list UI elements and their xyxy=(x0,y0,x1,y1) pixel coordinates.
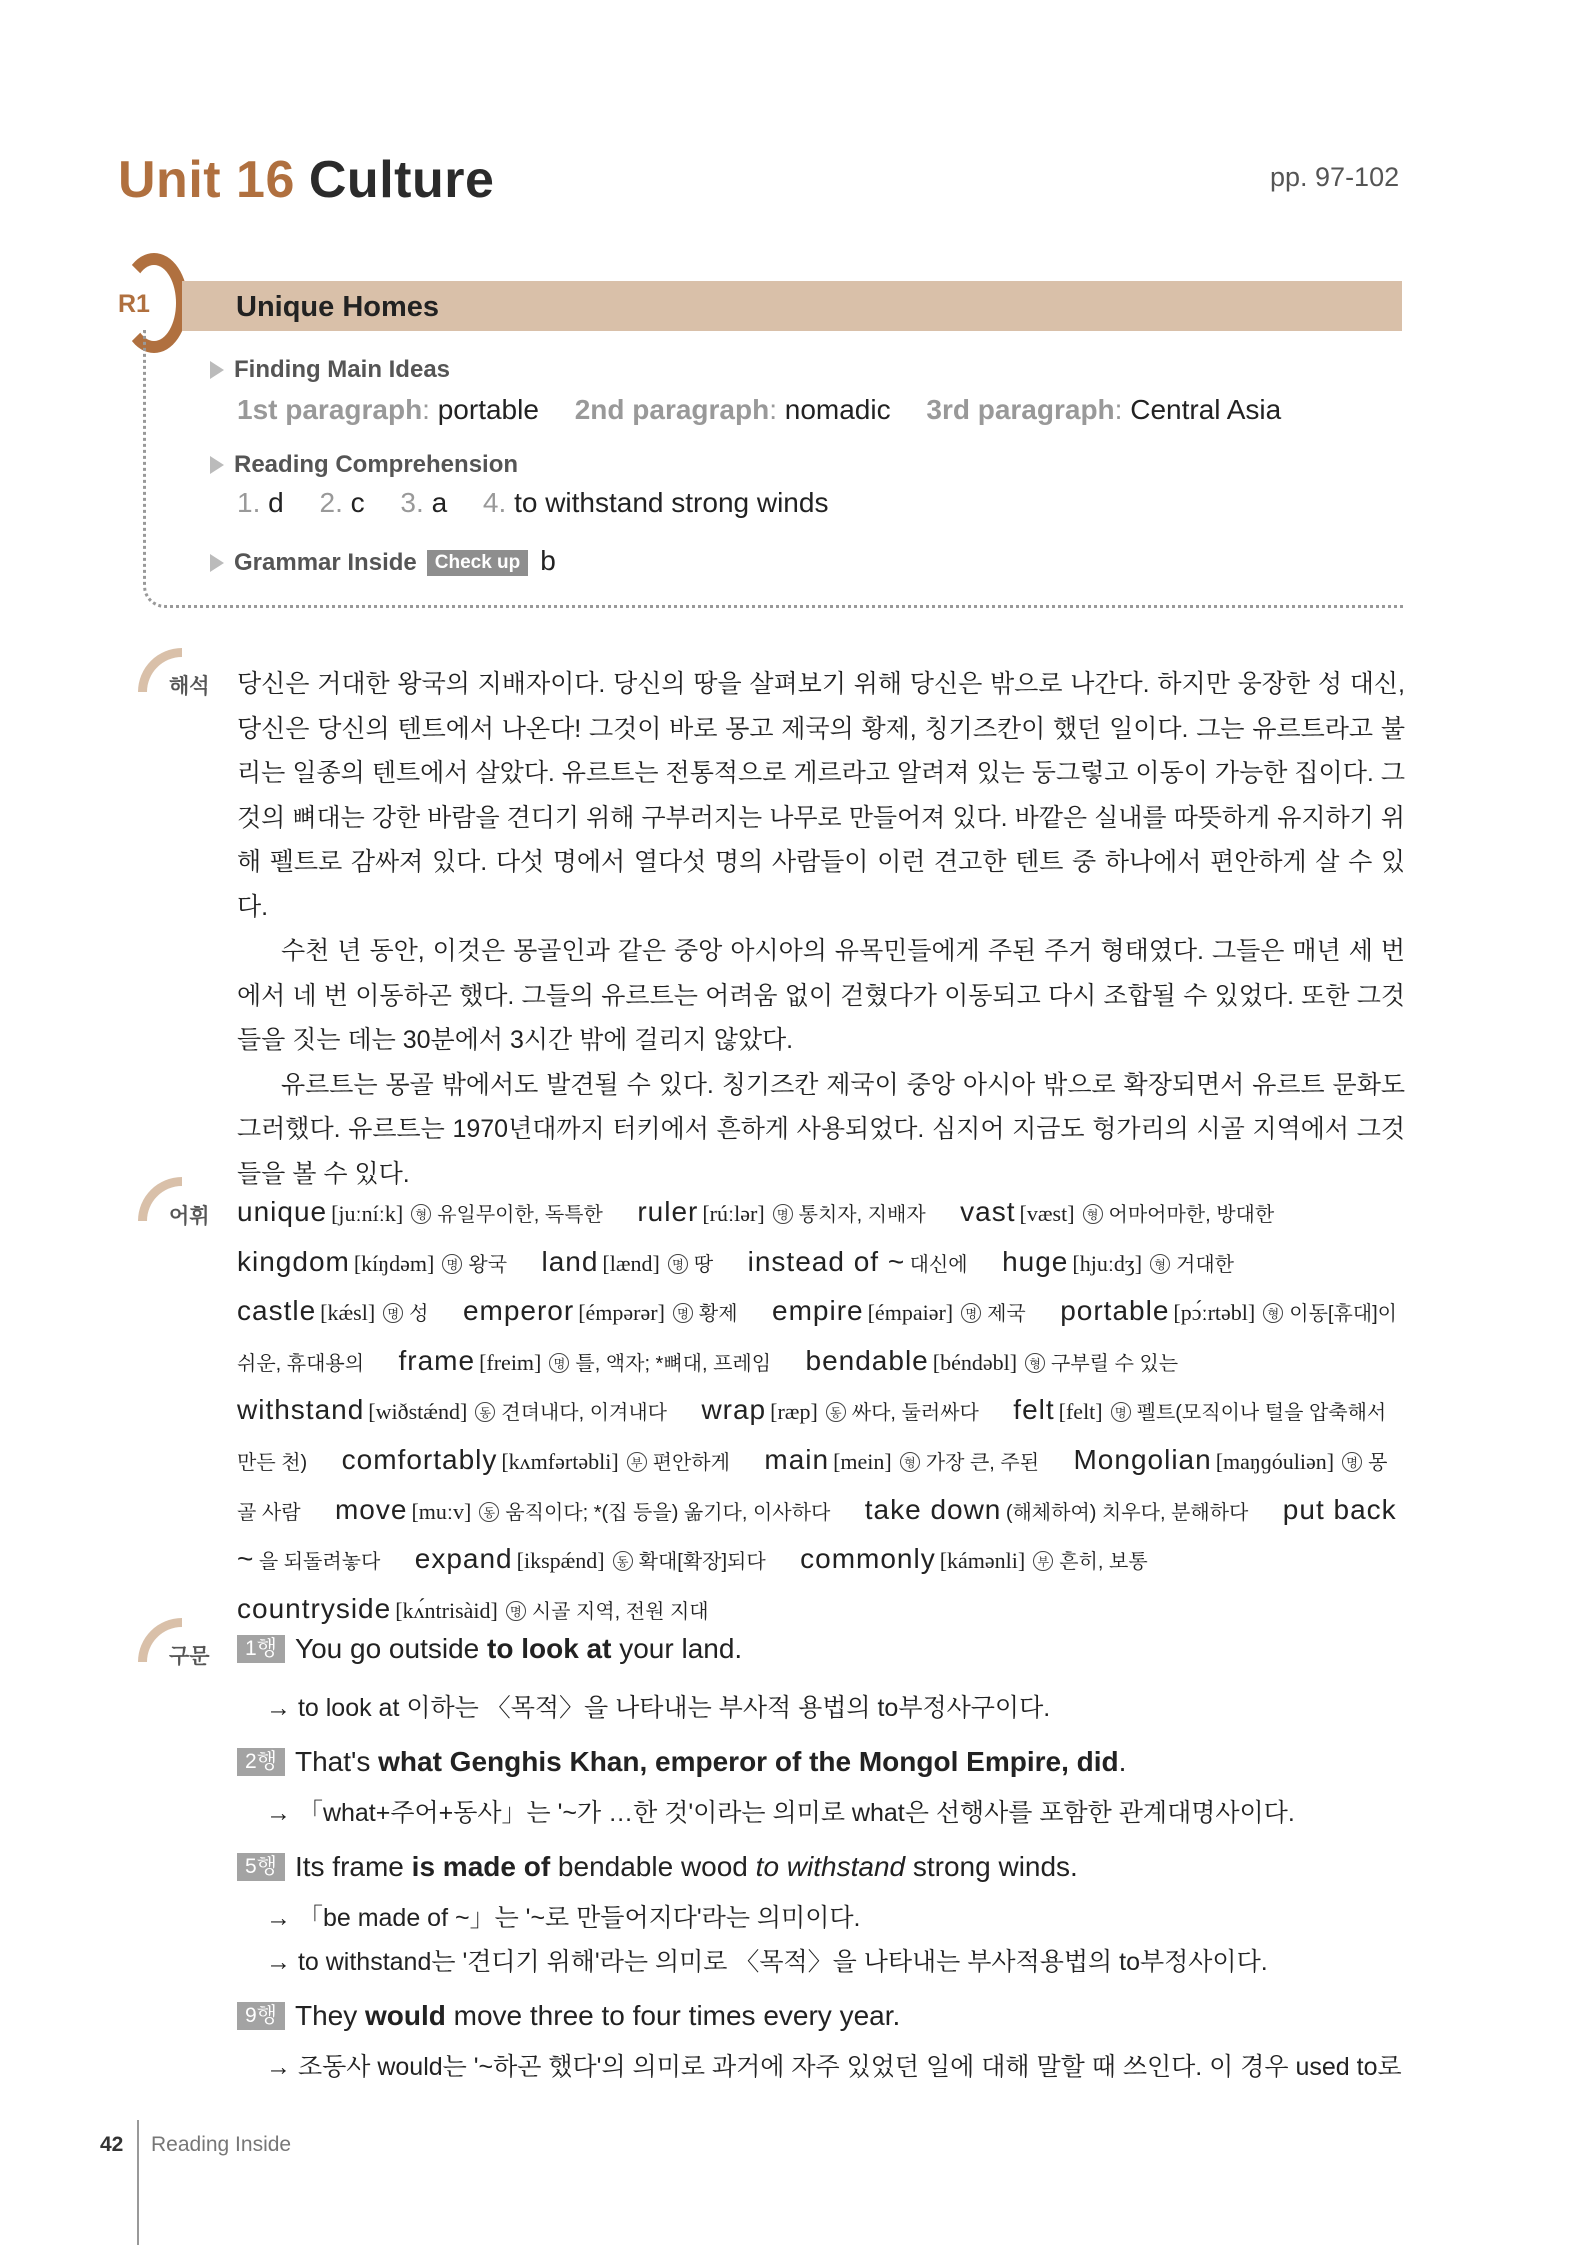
part-of-speech-badge: 형 xyxy=(1150,1254,1170,1274)
line-number-badge: 2행 xyxy=(237,1748,285,1776)
vocab-word: expand xyxy=(414,1543,513,1575)
vocab-meaning: 거대한 xyxy=(1176,1253,1234,1276)
vocab-entry xyxy=(237,1394,667,1426)
vocab-meaning: 구부릴 수 있는 xyxy=(1051,1352,1179,1375)
grammar-heading xyxy=(210,545,556,577)
part-of-speech-badge: 명 xyxy=(1111,1402,1131,1422)
syntax-note: → to look at 이하는 〈목적〉을 나타내는 부사적 용법의 to부정사구이다. xyxy=(266,1694,1051,1722)
vocab-pronunciation: [hjuːdʒ] xyxy=(1072,1250,1143,1276)
vocab-word: commonly xyxy=(800,1543,936,1575)
vocab-entry xyxy=(764,1443,1040,1475)
grammar-heading-text: Grammar Inside xyxy=(234,549,417,576)
vocab-entry xyxy=(414,1543,766,1575)
vocab-entry xyxy=(398,1344,772,1376)
vocab-entry xyxy=(864,1493,1249,1525)
vocab-meaning: 왕국 xyxy=(468,1253,508,1276)
triangle-bullet-icon xyxy=(210,554,224,572)
syntax-tag: 구문 xyxy=(169,1645,210,1668)
main-ideas-answers xyxy=(237,394,1281,426)
vocab-meaning: 성 xyxy=(409,1303,429,1326)
vocab-pronunciation: [kʌ́ntrisàid] xyxy=(395,1597,498,1623)
vocab-meaning: 제국 xyxy=(987,1303,1026,1326)
vocab-pronunciation: [ræp] xyxy=(770,1399,818,1425)
sentence-fragment: to look at xyxy=(487,1633,612,1664)
sentence-text xyxy=(295,1746,1126,1777)
unit-label: Unit 16 xyxy=(118,151,295,209)
vocab-entry xyxy=(541,1245,714,1277)
translation-text xyxy=(237,662,1405,1196)
question-number: 4. xyxy=(482,487,507,518)
vocab-meaning: 시골 지역, 전원 지대 xyxy=(531,1600,709,1623)
vocab-pronunciation: [kǽsl] xyxy=(320,1300,376,1326)
part-of-speech-badge: 명 xyxy=(549,1353,569,1373)
translation-tag: 해석 xyxy=(169,675,210,698)
vocab-entry xyxy=(334,1493,831,1525)
vocab-word: huge xyxy=(1002,1245,1069,1277)
sentence-fragment: They xyxy=(294,2000,365,2031)
main-ideas-heading xyxy=(210,356,450,384)
part-of-speech-badge: 명 xyxy=(442,1254,462,1274)
comprehension-answers xyxy=(237,487,828,519)
main-idea-sep: : xyxy=(769,394,777,425)
line-number-badge: 5행 xyxy=(237,1853,285,1881)
part-of-speech-badge: 동 xyxy=(826,1402,846,1422)
part-of-speech-badge: 형 xyxy=(1083,1204,1103,1224)
translation-paragraph: 당신은 거대한 왕국의 지배자이다. 당신의 땅을 살펴보기 위해 당신은 밖으로 나간다. 하지만 웅장한 성 대신, 당신은 당신의 텐트에서 나온다! 그것이 바로 몽고 제국의 황제, 칭기즈칸이 했던 일이다. 그는 유르트라고 불리는 일종의 텐트에서 살았다. 유르트는 전통적으로 게르라고 알려져 있는 둥그렇고 이동이 가능한 집이다. 그것의 뼈대는 강한 바람을 견디기 위해 구부러지는 나무로 만들어져 있다. 바깥은 실내를 따뜻하게 유지하기 위해 펠트로 감싸져 있다. 다섯 명에서 열다섯 명의 사람들이 이런 견고한 텐트 중 하나에서 편안하게 살 수 있다. xyxy=(237,670,1405,921)
vocab-word: felt xyxy=(1013,1394,1055,1426)
comprehension-heading-text: Reading Comprehension xyxy=(234,451,519,478)
question-answer: to withstand strong winds xyxy=(514,487,829,518)
part-of-speech-badge: 명 xyxy=(673,1303,693,1323)
vocab-word: kingdom xyxy=(237,1245,350,1277)
syntax-note: → 「what+주어+동사」는 '~가 …한 것'이라는 의미로 what은 선행사를 포함한 관계대명사이다. xyxy=(266,1799,1295,1827)
translation-paragraph: 수천 년 동안, 이것은 몽골인과 같은 중앙 아시아의 유목민들에게 주된 주거 형태였다. 그들은 매년 세 번에서 네 번 이동하곤 했다. 그들의 유르트는 어려움 없이 걷혔다가 이동되고 다시 조합될 수 있었다. 또한 그것들을 짓는 데는 30분에서 3시간 밖에 걸리지 않았다. xyxy=(237,937,1405,1054)
vocab-entry xyxy=(462,1295,738,1327)
vocab-pronunciation: [wiðstǽnd] xyxy=(368,1399,468,1425)
part-of-speech-badge: 명 xyxy=(383,1303,403,1323)
syntax-note: → 조동사 would는 '~하곤 했다'의 의미로 과거에 자주 있었던 일에 대해 말할 때 쓰인다. 이 경우 used to로 xyxy=(266,2053,1402,2081)
line-number-badge: 9행 xyxy=(237,2002,285,2030)
main-idea-label: 3rd paragraph xyxy=(926,394,1115,425)
part-of-speech-badge: 명 xyxy=(773,1204,793,1224)
question-number: 1. xyxy=(237,487,261,518)
line-number-badge: 1행 xyxy=(237,1635,285,1663)
translation-paragraph: 유르트는 몽골 밖에서도 발견될 수 있다. 칭기즈칸 제국이 중앙 아시아 밖으로 확장되면서 유르트 문화도 그러했다. 유르트는 1970년대까지 터키에서 흔하게 사용되었다. 심지어 지금도 헝가리의 시골 지역에서 그것들을 볼 수 있다. xyxy=(237,1070,1405,1188)
section-title: Unique Homes xyxy=(236,291,440,323)
sentence-fragment: That's xyxy=(294,1746,379,1777)
part-of-speech-badge: 부 xyxy=(627,1452,647,1472)
syntax-sentence xyxy=(237,2000,900,2032)
part-of-speech-badge: 명 xyxy=(668,1254,688,1274)
main-idea-answer: portable xyxy=(437,394,539,425)
part-of-speech-badge: 형 xyxy=(411,1204,431,1224)
main-idea-sep: : xyxy=(1114,394,1123,425)
sentence-text xyxy=(295,1851,1078,1882)
sentence-fragment: would xyxy=(365,2000,446,2031)
question-answer: c xyxy=(350,487,365,518)
vocab-pronunciation: [kámənli] xyxy=(939,1548,1026,1574)
vocab-entry xyxy=(237,1592,709,1624)
sentence-fragment: You go outside xyxy=(294,1633,487,1664)
vocab-entry xyxy=(960,1196,1275,1227)
vocab-meaning: 을 되돌려놓다 xyxy=(258,1551,381,1574)
vocab-entry xyxy=(237,1196,603,1227)
part-of-speech-badge: 명 xyxy=(1342,1452,1362,1472)
vocab-pronunciation: [muːv] xyxy=(411,1498,472,1524)
part-of-speech-badge: 동 xyxy=(613,1551,633,1571)
question-answer: a xyxy=(431,487,448,518)
vocab-word: vast xyxy=(960,1196,1016,1227)
page-range: pp. 97-102 xyxy=(1270,162,1400,192)
vocab-word: ruler xyxy=(637,1196,699,1227)
vocab-entry xyxy=(1002,1245,1234,1277)
grammar-answer: b xyxy=(540,545,556,576)
main-ideas-heading-text: Finding Main Ideas xyxy=(234,356,451,383)
vocab-pronunciation: [kíŋdəm] xyxy=(353,1250,435,1276)
vocab-pronunciation: [juːníːk] xyxy=(331,1201,404,1226)
vocab-entry xyxy=(772,1295,1026,1327)
triangle-bullet-icon xyxy=(210,456,224,474)
vocab-entry xyxy=(800,1543,1148,1575)
vocab-pronunciation: [freim] xyxy=(479,1349,542,1375)
vocab-pronunciation: [rúːlər] xyxy=(702,1201,765,1226)
vocab-meaning: 흔히, 보통 xyxy=(1059,1551,1148,1574)
vocab-meaning: 이동[휴대]이 쉬운, 휴대용의 xyxy=(237,1303,1397,1375)
sentence-fragment: what Genghis Khan, emperor of the Mongol Empire, did xyxy=(378,1746,1119,1777)
part-of-speech-badge: 형 xyxy=(900,1452,920,1472)
sentence-fragment: Its frame xyxy=(294,1851,412,1882)
part-of-speech-badge: 형 xyxy=(1263,1303,1283,1323)
syntax-note: → to withstand는 '견디기 위해'라는 의미로 〈목적〉을 나타내는 부사적용법의 to부정사이다. xyxy=(266,1948,1268,1976)
vocab-word: Mongolian xyxy=(1073,1443,1212,1475)
vocab-meaning: 싸다, 둘러싸다 xyxy=(851,1402,979,1425)
triangle-bullet-icon xyxy=(210,361,224,379)
footer-divider xyxy=(137,2120,139,2245)
vocab-meaning: 황제 xyxy=(698,1303,738,1326)
sentence-fragment: move three to four times every year. xyxy=(445,2000,901,2031)
vocab-word: empire xyxy=(772,1295,864,1327)
vocab-pronunciation: [émpaiər] xyxy=(867,1300,954,1326)
vocab-word: frame xyxy=(398,1344,476,1376)
syntax-sentence xyxy=(237,1633,742,1665)
vocab-meaning: 대신에 xyxy=(909,1253,968,1276)
vocab-word: land xyxy=(541,1245,599,1277)
vocab-pronunciation: [béndəbl] xyxy=(932,1349,1018,1375)
vocab-word: take down xyxy=(864,1493,1002,1525)
vocab-pronunciation: [felt] xyxy=(1058,1399,1103,1425)
vocab-meaning: 편안하게 xyxy=(652,1451,730,1474)
vocab-pronunciation: [ikspǽnd] xyxy=(516,1548,605,1574)
part-of-speech-badge: 형 xyxy=(1025,1353,1045,1373)
main-idea-label: 2nd paragraph xyxy=(574,394,770,425)
book-title: Reading Inside xyxy=(151,2133,292,2156)
vocab-entry xyxy=(237,1295,429,1327)
vocab-entry xyxy=(237,1245,508,1277)
vocab-meaning: 가장 큰, 주된 xyxy=(925,1451,1040,1474)
question-number: 2. xyxy=(319,487,343,518)
syntax-sentence xyxy=(237,1851,1078,1883)
vocab-meaning: 확대[확장]되다 xyxy=(638,1551,766,1574)
vocab-pronunciation: [pɔ́ːrtəbl] xyxy=(1173,1300,1256,1326)
question-number: 3. xyxy=(400,487,424,518)
sentence-fragment: strong winds. xyxy=(905,1851,1078,1882)
vocab-word: wrap xyxy=(701,1394,767,1426)
vocab-word: withstand xyxy=(237,1394,365,1426)
vocab-word: castle xyxy=(237,1295,317,1327)
vocab-meaning: 몽골 사람 xyxy=(237,1451,1388,1524)
vocab-word: put back ~ xyxy=(237,1493,1397,1575)
vocab-meaning: 유일무이한, 독특한 xyxy=(437,1204,603,1226)
vocab-word: bendable xyxy=(805,1344,929,1376)
vocab-meaning: 견뎌내다, 이겨내다 xyxy=(501,1402,667,1425)
vocab-meaning: 통치자, 지배자 xyxy=(798,1204,926,1226)
vocab-meaning: 땅 xyxy=(693,1253,714,1276)
page-number: 42 xyxy=(100,2133,124,2156)
vocab-word: unique xyxy=(237,1196,328,1227)
syntax-sentence xyxy=(237,1746,1126,1778)
vocabulary-tag: 어휘 xyxy=(169,1205,210,1228)
vocab-word: move xyxy=(334,1493,408,1525)
vocab-entry xyxy=(341,1443,730,1475)
syntax-note: → 「be made of ~」는 '~로 만들어지다'라는 의미이다. xyxy=(266,1904,861,1932)
part-of-speech-badge: 부 xyxy=(1033,1551,1053,1571)
vocab-word: comfortably xyxy=(341,1443,498,1475)
vocab-meaning: 틀, 액자; *뼈대, 프레임 xyxy=(575,1352,772,1375)
sentence-text xyxy=(295,1633,742,1664)
part-of-speech-badge: 명 xyxy=(961,1303,981,1323)
unit-title xyxy=(118,150,494,210)
main-idea-sep: : xyxy=(422,394,430,425)
vocab-entry xyxy=(805,1344,1179,1376)
sentence-fragment: is made of xyxy=(411,1851,551,1882)
part-of-speech-badge: 명 xyxy=(506,1601,526,1621)
part-of-speech-badge: 동 xyxy=(475,1402,495,1422)
vocab-pronunciation: [mein] xyxy=(833,1448,892,1474)
vocab-word: portable xyxy=(1060,1295,1170,1327)
sentence-fragment: to withstand xyxy=(755,1851,906,1882)
vocab-meaning: 어마어마한, 방대한 xyxy=(1108,1204,1275,1226)
vocab-entry xyxy=(747,1245,968,1277)
vocab-word: countryside xyxy=(237,1592,392,1624)
vocab-word: instead of ~ xyxy=(747,1245,906,1277)
part-of-speech-badge: 동 xyxy=(479,1502,499,1522)
vocab-meaning: (해체하여) 치우다, 분해하다 xyxy=(1005,1501,1249,1524)
checkup-badge: Check up xyxy=(427,550,529,576)
question-answer: d xyxy=(268,487,284,518)
vocab-pronunciation: [væst] xyxy=(1019,1201,1075,1226)
vocab-entry xyxy=(637,1196,926,1227)
main-idea-answer: nomadic xyxy=(784,394,891,425)
vocabulary-list xyxy=(237,1190,1405,1636)
sentence-fragment: . xyxy=(1118,1746,1127,1777)
vocab-pronunciation: [lænd] xyxy=(602,1250,660,1276)
vocab-word: emperor xyxy=(462,1295,575,1327)
vocab-pronunciation: [kʌmfərtəbli] xyxy=(501,1448,619,1474)
main-idea-answer: Central Asia xyxy=(1130,394,1282,425)
vocab-entry xyxy=(701,1394,979,1426)
section-code: R1 xyxy=(118,290,150,318)
vocab-meaning: 움직이다; *(집 등을) 옮기다, 이사하다 xyxy=(505,1501,831,1524)
vocab-meaning: 펠트(모직이나 털을 압축해서 만든 천) xyxy=(237,1402,1387,1474)
vocab-pronunciation: [émpərər] xyxy=(578,1300,665,1326)
sentence-fragment: bendable wood xyxy=(550,1851,756,1882)
comprehension-heading xyxy=(210,451,518,479)
vocab-pronunciation: [maŋɡóuliən] xyxy=(1215,1448,1335,1474)
unit-name: Culture xyxy=(308,151,495,209)
vocab-word: main xyxy=(764,1443,830,1475)
sentence-fragment: your land. xyxy=(611,1633,743,1664)
main-idea-label: 1st paragraph xyxy=(237,394,423,425)
sentence-text xyxy=(295,2000,900,2031)
